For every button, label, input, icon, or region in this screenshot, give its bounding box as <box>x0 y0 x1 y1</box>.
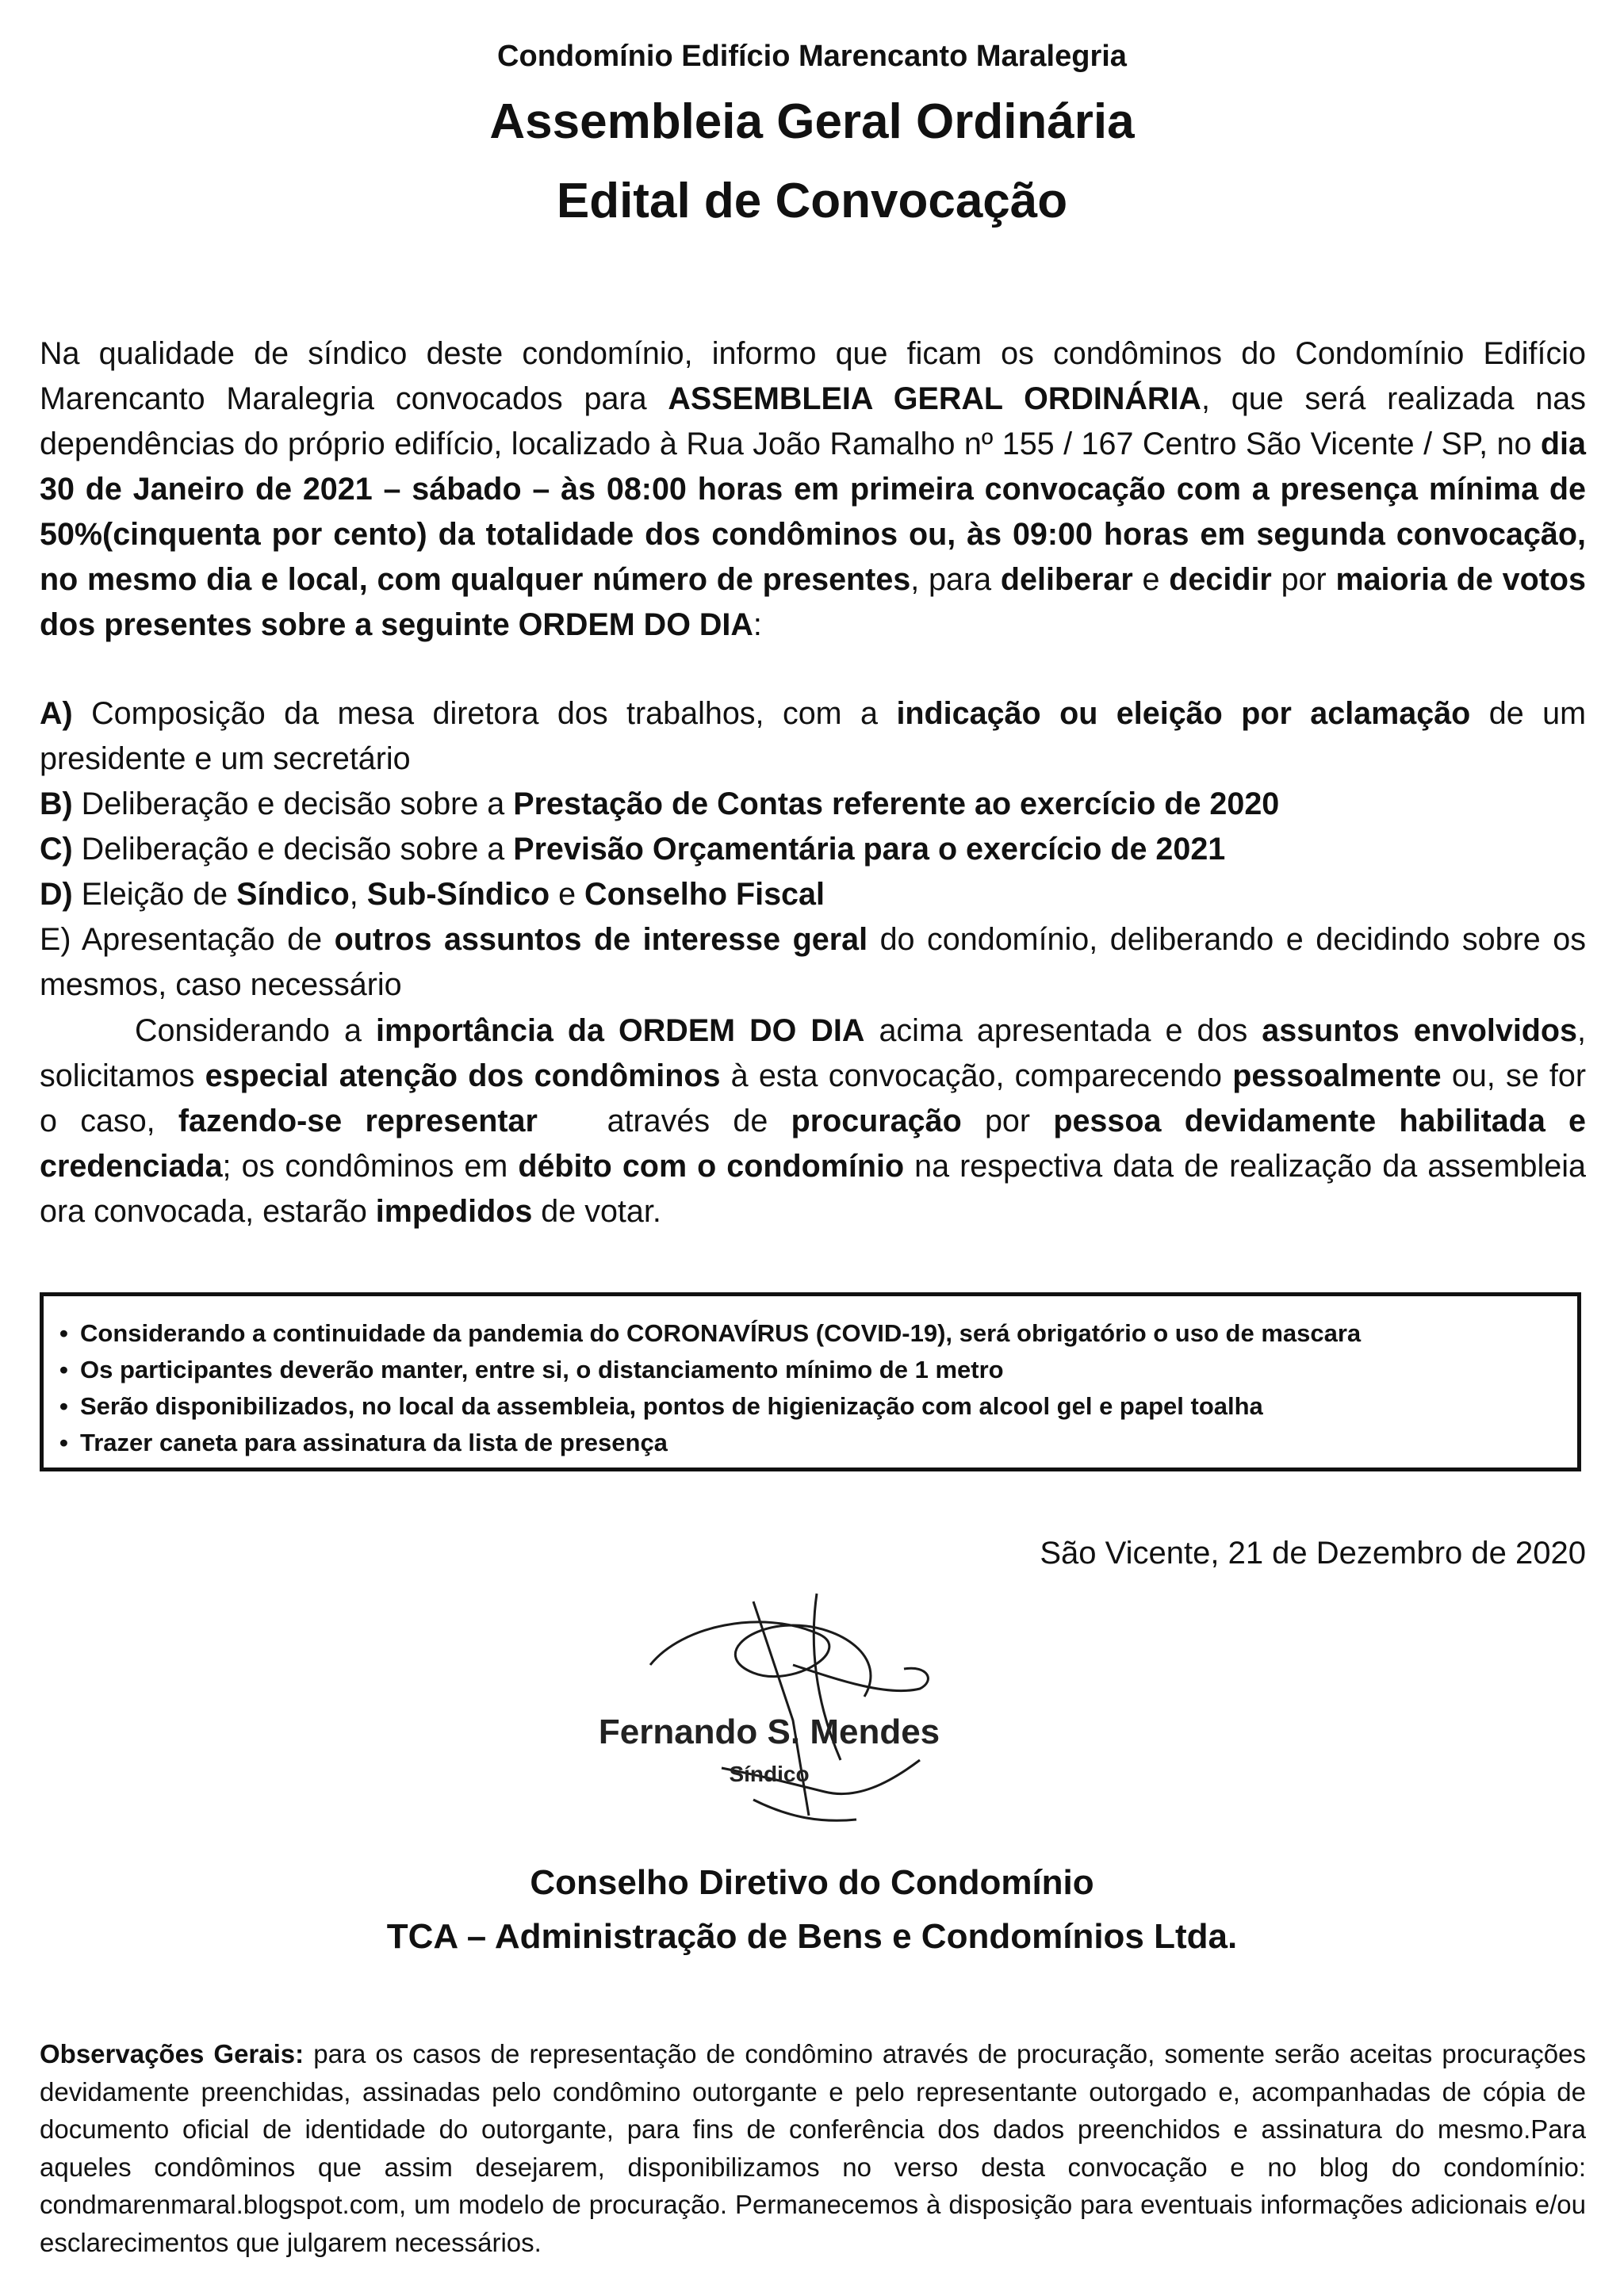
agenda-text: Composição da mesa diretora dos trabalhos, com a <box>72 696 897 731</box>
closing-text: ; os condôminos em <box>222 1149 519 1184</box>
agenda-item-d <box>40 872 1586 917</box>
notice-text: Os participantes deverão manter, entre si, o distanciamento mínimo de 1 metro <box>80 1356 1004 1383</box>
agenda-bold: Conselho Fiscal <box>584 877 825 912</box>
intro-text: e <box>1132 562 1170 597</box>
notice-item <box>59 1388 1561 1425</box>
document-subtitle: Edital de Convocação <box>556 174 1068 228</box>
closing-paragraph <box>40 1008 1586 1234</box>
notice-text: Trazer caneta para assinatura da lista de presença <box>80 1429 668 1456</box>
closing-bold: impedidos <box>375 1194 533 1229</box>
closing-text: , solicitamos <box>40 1013 1587 1093</box>
agenda-text: , <box>349 877 367 912</box>
signatory-name: Fernando S. Mendes <box>598 1712 940 1751</box>
closing-bold: importância da ORDEM DO DIA <box>376 1013 865 1048</box>
agenda-item-c <box>40 827 1586 872</box>
observations-label: Observações Gerais: <box>40 2039 304 2068</box>
closing-text: por <box>961 1104 1054 1138</box>
bullet-icon: • <box>59 1392 68 1420</box>
intro-bold: deliberar <box>1000 562 1133 597</box>
closing-bold: especial atenção dos condôminos <box>205 1058 721 1093</box>
agenda-label: D) <box>40 877 73 912</box>
agenda-text: de um presidente e um secretário <box>40 696 1587 776</box>
bullet-icon: • <box>59 1356 68 1383</box>
closing-bold: débito com o condomínio <box>518 1149 905 1184</box>
signatory-role: Síndico <box>729 1762 810 1786</box>
agenda-label: A) <box>40 696 73 731</box>
footer-council: Conselho Diretivo do Condomínio <box>530 1863 1094 1902</box>
agenda-bold: Previsão Orçamentária para o exercício de 2021 <box>513 832 1226 867</box>
observations-text: para os casos de representação de condômino através de procuração, somente serão aceitas procurações devidamente preenchidas, assinadas pelo condômino outorgante e pelo representante outorgado e, acompanhadas de cópia de documento oficial de identidade do outorgante, para fins de conferência dos dados preenchidos e assinatura do mesmo.Para aqueles condôminos que assim desejarem, disponibilizamos no verso desta convocação e no blog do condomínio: condmarenmaral.blogspot.com, um modelo de procuração. Permanecemos à disposição para eventuais informações adicionais e/ou esclarecimentos que julgarem necessários. <box>40 2039 1587 2257</box>
agenda-text: Eleição de <box>72 877 237 912</box>
intro-text: por <box>1271 562 1336 597</box>
closing-bold: fazendo-se representar <box>178 1104 538 1138</box>
agenda-text: E) Apresentação de <box>40 922 335 957</box>
agenda-label: B) <box>40 786 73 821</box>
closing-bold: procuração <box>791 1104 962 1138</box>
closing-text: Considerando a <box>135 1013 376 1048</box>
closing-text: na respectiva data de realização da assembleia ora convocada, estarão <box>40 1149 1587 1229</box>
intro-text: : <box>753 607 762 642</box>
general-observations <box>40 2035 1586 2261</box>
closing-bold: pessoa devidamente habilitada e credenciada <box>40 1104 1587 1184</box>
notice-item <box>59 1315 1561 1352</box>
agenda-bold: outros assuntos de interesse geral <box>334 922 868 957</box>
agenda-bold: Prestação de Contas referente ao exercício de 2020 <box>513 786 1280 821</box>
intro-text: , que será realizada nas dependências do próprio edifício, localizado à Rua João Ramalho nº 155 / 167 Centro São Vicente / SP, no <box>40 381 1586 461</box>
agenda-text: e <box>550 877 585 912</box>
intro-text: Na qualidade de síndico deste condomínio, informo que ficam os condôminos do Condomínio Edifício Marencanto Maralegria convocados para <box>40 336 1586 416</box>
notice-item <box>59 1425 1561 1461</box>
document-title: Assembleia Geral Ordinária <box>489 94 1135 149</box>
covid-notice-box <box>40 1292 1581 1471</box>
agenda-text: do condomínio, deliberando e decidindo sobre os mesmos, caso necessário <box>40 922 1586 1002</box>
closing-bold: assuntos envolvidos <box>1262 1013 1578 1048</box>
agenda-item-a <box>40 691 1586 782</box>
notice-item <box>59 1352 1561 1388</box>
agenda-bold: Sub-Síndico <box>366 877 550 912</box>
closing-text: à esta convocação, comparecendo <box>720 1058 1233 1093</box>
bullet-icon: • <box>59 1319 68 1347</box>
agenda-text: Deliberação e decisão sobre a <box>72 786 514 821</box>
intro-bold: decidir <box>1169 562 1272 597</box>
agenda-item-e <box>40 917 1586 1008</box>
closing-text: acima apresentada e dos <box>864 1013 1262 1048</box>
notice-text: Serão disponibilizados, no local da assembleia, pontos de higienização com alcool gel e papel toalha <box>80 1392 1263 1420</box>
closing-text: de votar. <box>532 1194 661 1229</box>
intro-paragraph <box>40 331 1586 648</box>
condominium-name: Condomínio Edifício Marencanto Maralegria <box>497 40 1127 73</box>
agenda-bold: Síndico <box>236 877 350 912</box>
document-date: São Vicente, 21 de Dezembro de 2020 <box>1040 1536 1586 1571</box>
closing-bold: pessoalmente <box>1232 1058 1442 1093</box>
intro-bold: maioria de votos dos presentes sobre a seguinte ORDEM DO DIA <box>40 562 1586 642</box>
agenda-label: C) <box>40 832 73 867</box>
agenda-bold: indicação ou eleição por aclamação <box>896 696 1471 731</box>
notice-text: Considerando a continuidade da pandemia do CORONAVÍRUS (COVID-19), será obrigatório o uso de mascara <box>80 1319 1362 1347</box>
intro-bold: ASSEMBLEIA GERAL ORDINÁRIA <box>668 381 1201 416</box>
intro-bold: dia 30 de Janeiro de 2021 – sábado – às 08:00 horas em primeira convocação com a presença mínima de 50%(cinquenta por cento) da totalidade dos condôminos ou, às 09:00 horas em segunda convocação, no mesmo dia e local, com qualquer número de presentes <box>40 427 1586 597</box>
agenda-list <box>40 691 1586 1008</box>
intro-text: , para <box>910 562 1001 597</box>
bullet-icon: • <box>59 1429 68 1456</box>
closing-text: ou, se for o caso, <box>40 1058 1586 1138</box>
footer-administrator: TCA – Administração de Bens e Condomínios Ltda. <box>386 1917 1238 1956</box>
agenda-text: Deliberação e decisão sobre a <box>72 832 514 867</box>
closing-text: através de <box>537 1104 791 1138</box>
agenda-item-b <box>40 782 1586 827</box>
